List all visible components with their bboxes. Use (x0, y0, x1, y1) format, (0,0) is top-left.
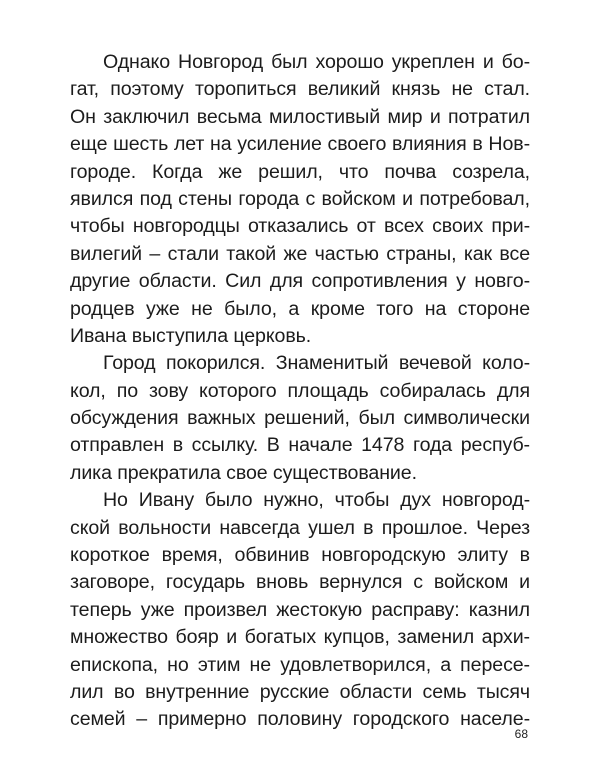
text-line: епископа, но этим не удовлетворился, а пересе- (70, 653, 530, 676)
text-line: вилегий – стали такой же частью страны, как все (70, 242, 530, 265)
text-line: кол, по зову которого площадь собиралась для (70, 379, 530, 402)
text-line: короткое время, обвинив новгородскую элиту в (70, 544, 530, 567)
text-line: лика прекратила свое существование. (70, 461, 417, 484)
text-line: ской вольности навсегда ушел в прошлое. Через (70, 516, 530, 539)
text-line: лил во внутренние русские области семь тысяч (70, 680, 530, 703)
text-line: теперь уже произвел жестокую расправу: казнил (70, 598, 530, 621)
text-line: родцев уже не было, а кроме того на стороне (70, 297, 530, 320)
text-line: заговоре, государь вновь вернулся с войском и (70, 571, 530, 594)
text-line: чтобы новгородцы отказались от всех своих при- (70, 215, 530, 238)
text-column (70, 49, 530, 734)
text-line: Город покорился. Знаменитый вечевой коло- (103, 352, 530, 375)
text-line: Однако Новгород был хорошо укреплен и бо- (103, 51, 530, 73)
text-line: городе. Когда же решил, что почва созрела, (70, 160, 530, 183)
text-line: гат, поэтому торопиться великий князь не стал. (70, 78, 530, 101)
paragraph-1 (70, 49, 530, 350)
text-line: другие области. Сил для сопротивления у новго- (70, 270, 530, 293)
page-number: 68 (514, 727, 528, 741)
text-line: явился под стены города с войском и потребовал, (70, 187, 530, 210)
text-line: Он заключил весьма милостивый мир и потратил (70, 105, 530, 128)
text-line: Ивана выступила церковь. (70, 324, 312, 347)
paragraph-2 (70, 350, 530, 487)
text-line: обсуждения важных решений, был символически (70, 407, 530, 430)
text-line: еще шесть лет на усиление своего влияния в Нов- (70, 133, 530, 156)
text-line: Но Ивану было нужно, чтобы дух новгород- (103, 489, 530, 512)
text-line: семей – примерно половину городского населе- (70, 708, 530, 731)
paragraph-3 (70, 487, 530, 734)
text-line: отправлен в ссылку. В начале 1478 года респуб- (70, 434, 530, 457)
text-line: множество бояр и богатых купцов, заменил архи- (70, 626, 530, 649)
